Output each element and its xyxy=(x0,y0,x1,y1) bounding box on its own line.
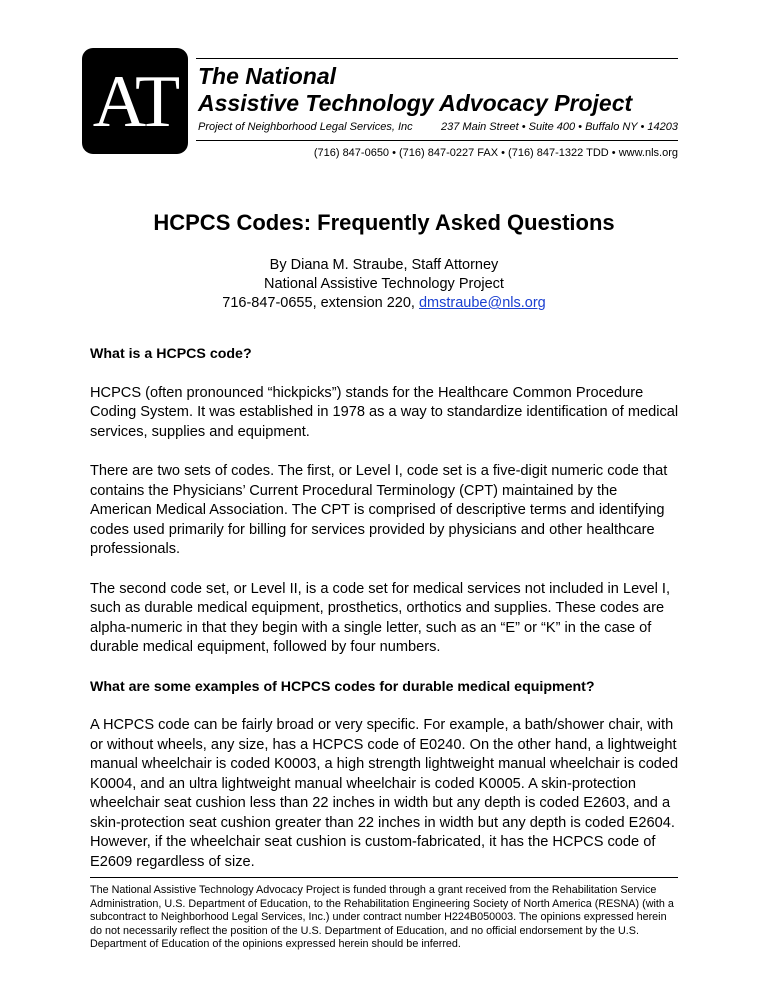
faq-question: What are some examples of HCPCS codes for durable medical equipment? xyxy=(90,678,595,695)
byline-phone: 716-847-0655, extension 220, xyxy=(222,295,419,311)
faq-question: What is a HCPCS code? xyxy=(90,346,252,362)
org-address: 237 Main Street • Suite 400 • Buffalo NY • 14203 xyxy=(441,121,678,133)
org-name-line2: Assistive Technology Advocacy Project xyxy=(198,90,633,116)
footer-rule xyxy=(90,877,678,878)
document-body xyxy=(90,345,682,872)
byline-contact xyxy=(0,294,768,313)
byline xyxy=(0,256,768,313)
byline-author: By Diana M. Straube, Staff Attorney xyxy=(269,257,499,273)
byline-org: National Assistive Technology Project xyxy=(264,276,504,292)
contact-line: (716) 847-0650 • (716) 847-0227 FAX • (716) 847-1322 TDD • www.nls.org xyxy=(313,147,678,159)
at-logo xyxy=(82,48,188,154)
faq-paragraph: HCPCS (often pronounced “hickpicks”) stands for the Healthcare Common Procedure Coding System. It was established in 1978 as a way to standardize identification of medical services, supplies and equipment. xyxy=(90,384,679,440)
logo-text: AT xyxy=(92,61,178,143)
org-name-line1: The National xyxy=(198,63,337,89)
faq-paragraph: The second code set, or Level II, is a code set for medical services not included in Level I, such as durable medical equipment, prosthetics, orthotics and supplies. These codes are alpha-numeric in that they begin with a single letter, such as an “E” or “K” in the case of durable medical equipment, followed by four numbers. xyxy=(90,580,671,655)
faq-paragraph: A HCPCS code can be fairly broad or very specific. For example, a bath/shower chair, with or without wheels, any size, has a HCPCS code of E0240. On the other hand, a lightweight manual wheelchair is coded K0003, a high strength lightweight manual wheelchair is coded K0004, and an ultra lightweight manual wheelchair is coded K0005. A skin-protection wheelchair seat cushion less than 22 inches in width but any depth is coded E2603, and a skin-protection seat cushion greater than 22 inches in width but any depth is coded E2604. However, if the wheelchair seat cushion is custom-fabricated, it has the HCPCS code of E2609 regardless of size. xyxy=(90,717,679,870)
author-email-link[interactable]: dmstraube@nls.org xyxy=(418,295,546,311)
faq-paragraph: There are two sets of codes. The first, or Level I, code set is a five-digit numeric code that contains the Physicians’ Current Procedural Terminology (CPT) maintained by the American Medical Association. The CPT is comprised of descriptive terms and identifying codes used primarily for billing for services provided by physicians and other healthcare professionals. xyxy=(90,463,668,557)
org-subline xyxy=(198,121,678,133)
document-title: HCPCS Codes: Frequently Asked Questions xyxy=(153,210,615,235)
letterhead-top-rule xyxy=(196,58,678,59)
funding-footer: The National Assistive Technology Advocacy Project is funded through a grant received from the Rehabilitation Service Administration, U.S. Department of Education, to the Rehabilitation Engineering Society of North America (RESNA) (with a subcontract to Neighborhood Legal Services, Inc.) under contract number H224B050003. The opinions expressed herein do not necessarily reflect the position of the U.S. Department of Education, and no official endorsement by the U.S. Department of Education of the opinions expressed herein should be inferred. xyxy=(90,884,674,951)
letterhead-bottom-rule xyxy=(196,140,678,141)
parent-org: Project of Neighborhood Legal Services, Inc xyxy=(198,121,413,133)
